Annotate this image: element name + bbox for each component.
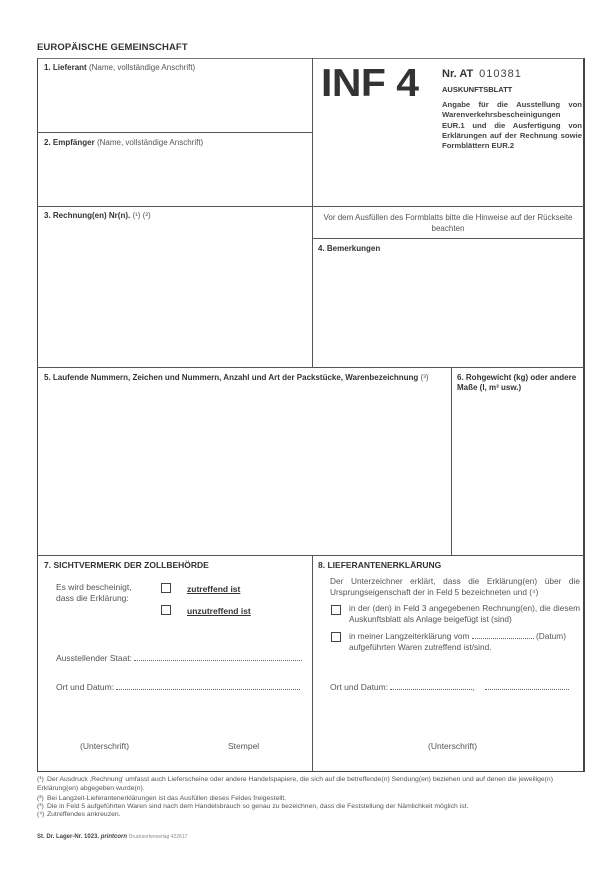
field-8-title: LIEFERANTENERKLÄRUNG — [327, 560, 442, 570]
footnote-4 — [37, 811, 121, 820]
divider — [312, 58, 313, 367]
customs-place-date-label: Ort und Datum: — [56, 682, 115, 692]
issuing-state-dotted-line[interactable] — [134, 652, 302, 661]
issuing-state-label: Ausstellender Staat: — [56, 653, 133, 663]
field-1-hint: (Name, vollständige Anschrift) — [88, 63, 196, 72]
footnote-4-mark: (⁴) — [37, 811, 45, 818]
form-frame — [37, 58, 585, 772]
footnote-2-mark: (²) — [37, 795, 44, 802]
divider — [312, 238, 585, 239]
footnote-4-text: Zutreffendes ankreuzen. — [47, 811, 121, 818]
field-8-number: 8. — [318, 560, 326, 570]
field-4-number: 4. — [318, 244, 325, 253]
field-7-statement: Es wird bescheinigt, dass die Erklärung: — [56, 582, 132, 603]
footnote-1-text: Der Ausdruck ‚Rechnung' umfasst auch Lieferscheine oder andere Handelspapiere, die sich auf die betreffende(n) Sendung(en) beziehen und auf denen die jeweilige(n) Erklärung(en) abgegeben wurde(n). — [37, 776, 553, 792]
supplier-signature-label: (Unterschrift) — [428, 741, 478, 751]
field-7-title: SICHTVERMERK DER ZOLLBEHÖRDE — [53, 560, 209, 570]
customs-stamp-label: Stempel — [228, 741, 260, 751]
field-5-title: Laufende Nummern, Zeichen und Nummern, Anzahl und Art der Packstücke, Warenbezeichnung — [52, 373, 419, 382]
field-7-header — [44, 560, 209, 570]
field-6-number: 6. — [457, 373, 464, 382]
field-2-hint: (Name, vollständige Anschrift) — [96, 138, 204, 147]
long-term-text-c: aufgeführten Waren zutreffend ist/sind. — [349, 641, 492, 652]
checkbox-correct[interactable] — [161, 583, 171, 593]
divider — [312, 555, 313, 772]
divider — [37, 367, 585, 368]
printer-prefix: St. Dr. Lager-Nr. — [37, 834, 83, 840]
option-correct-label: zutreffend ist — [187, 584, 241, 594]
supplier-place-date-field[interactable]: Ort und Datum: , — [330, 681, 569, 692]
form-number — [442, 68, 522, 80]
divider — [451, 367, 452, 555]
form-number-label: Nr. AT — [442, 68, 474, 80]
footnote-1 — [37, 776, 589, 793]
form-code: INF 4 — [321, 62, 419, 105]
footnote-1-mark: (¹) — [37, 776, 44, 783]
field-3-title: Rechnung(en) Nr(n). — [52, 211, 131, 220]
footnote-3-text: Die in Feld 5 aufgeführten Waren sind nach dem Handelsbrauch so genau zu bezeichnen, dass die Feststellung der Nämlichkeit möglich ist. — [47, 803, 469, 810]
instruction-note: Vor dem Ausfüllen des Formblatts bitte die Hinweise auf der Rückseite beachten — [323, 213, 573, 233]
long-term-text-a: in meiner Langzeiterklärung vom — [349, 631, 470, 641]
footnote-2-text: Bei Langzeit-Lieferantenerklärungen ist das Ausfüllen dieses Feldes freigestellt. — [47, 795, 287, 802]
divider — [37, 206, 585, 207]
checkbox-incorrect[interactable] — [161, 605, 171, 615]
footnote-3-mark: (³) — [37, 803, 44, 810]
supplier-place-dotted-line[interactable] — [390, 681, 472, 690]
field-5-hint: (³) — [420, 373, 429, 382]
issuing-state-field[interactable] — [56, 652, 302, 663]
field-2-number: 2. — [44, 138, 51, 147]
checkbox-long-term-declaration[interactable] — [331, 632, 341, 642]
field-8-header — [318, 560, 441, 570]
long-term-text-b: (Datum) — [536, 631, 566, 641]
form-number-value: 010381 — [479, 68, 522, 80]
field-5-goods[interactable] — [44, 373, 444, 383]
field-1-title: Lieferant — [52, 63, 87, 72]
option-invoice-declaration-label: in der (den) in Feld 3 angegebenen Rechnung(en), die diesem Auskunftsblatt als Anlage beigefügt ist (sind) — [349, 603, 580, 624]
printer-suffix: Drucksortenverlag 422617 — [128, 834, 188, 840]
printer-number: 1023. — [84, 834, 100, 840]
field-3-number: 3. — [44, 211, 51, 220]
customs-place-date-field[interactable] — [56, 681, 300, 692]
field-1-number: 1. — [44, 63, 51, 72]
page-header-title: EUROPÄISCHE GEMEINSCHAFT — [37, 42, 188, 53]
divider — [37, 132, 312, 133]
field-2-recipient[interactable] — [44, 138, 203, 148]
form-title: AUSKUNFTSBLATT — [442, 85, 513, 94]
field-5-number: 5. — [44, 373, 51, 382]
option-incorrect-label: unzutreffend ist — [187, 606, 251, 616]
field-3-invoice[interactable] — [44, 211, 151, 221]
field-6-title: Rohgewicht (kg) oder andere Maße (l, m³ usw.) — [457, 373, 577, 392]
customs-signature-label: (Unterschrift) — [80, 741, 130, 751]
field-6-weight[interactable] — [457, 373, 581, 393]
field-7-number: 7. — [44, 560, 52, 570]
printer-imprint — [37, 834, 187, 840]
printer-brand: printcorn — [100, 834, 128, 840]
field-4-title: Bemerkungen — [326, 244, 381, 253]
supplier-place-date-label: Ort und Datum: — [330, 682, 389, 692]
field-2-title: Empfänger — [52, 138, 95, 147]
field-4-remarks[interactable] — [318, 244, 380, 254]
customs-place-date-dotted-line[interactable] — [116, 681, 300, 690]
divider — [37, 555, 585, 556]
option-long-term-declaration — [349, 630, 580, 652]
form-description: Angabe für die Ausstellung von Warenverkehrsbescheinigungen EUR.1 und die Ausfertigung von Erklärungen auf der Rechnung sowie Formblättern EUR.2 — [442, 100, 582, 151]
field-8-statement: Der Unterzeichner erklärt, dass die Erklärung(en) über die Ursprungseigenschaft der in Feld 5 bezeichneten und (⁴) — [330, 576, 580, 597]
field-1-supplier[interactable] — [44, 63, 195, 73]
supplier-date-dotted-line[interactable] — [485, 681, 569, 690]
field-3-hint: (¹) (²) — [132, 211, 151, 220]
long-term-date-dotted-line[interactable] — [472, 630, 534, 639]
checkbox-invoice-declaration[interactable] — [331, 605, 341, 615]
